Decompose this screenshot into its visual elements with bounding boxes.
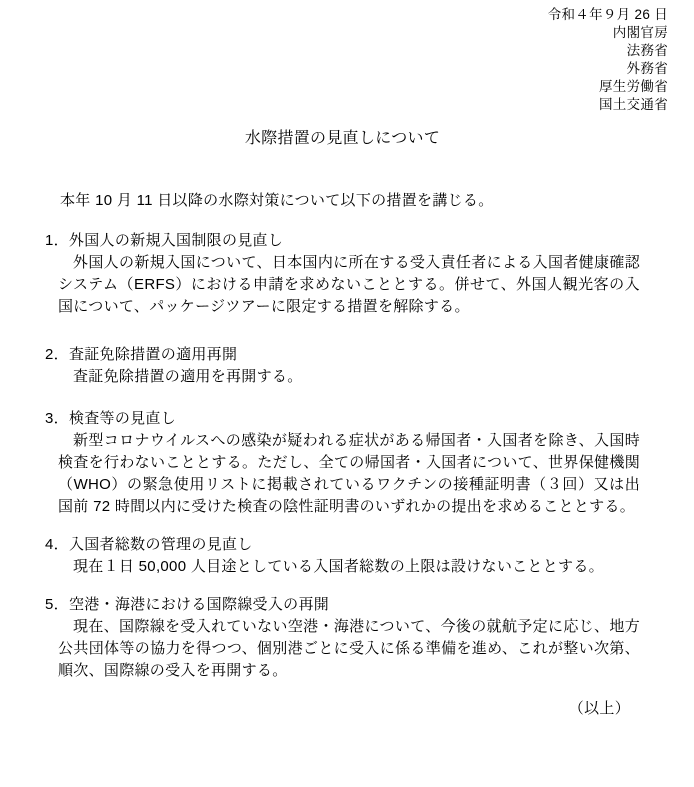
issuing-org-ministry-of-foreign-affairs: 外務省 <box>626 61 668 76</box>
issuing-org-ministry-of-health: 厚生労働省 <box>599 79 668 94</box>
section-2-body: 査証免除措置の適用を再開する。 <box>73 368 303 385</box>
section-2 <box>45 344 640 388</box>
section-4-heading: 4．入国者総数の管理の見直し <box>45 536 253 553</box>
section-3-heading: 3．検査等の見直し <box>45 410 177 427</box>
section-4-body: 現在１日 50,000 人目途としている入国者総数の上限は設けないこととする。 <box>73 558 604 575</box>
issue-date: 令和４年９月 26 日 <box>547 7 668 22</box>
section-5 <box>45 594 640 682</box>
section-1-body: 外国人の新規入国について、日本国内に所在する受入責任者による入国者健康確認システム（ERFS）における申請を求めないこととする。併せて、外国人観光客の入国について、パッケージツアーに限定する措置を解除する。 <box>58 254 640 315</box>
issuing-org-cabinet-secretariat: 内閣官房 <box>612 25 668 40</box>
section-5-heading: 5．空港・海港における国際線受入の再開 <box>45 596 330 613</box>
issuing-org-ministry-of-land: 国土交通省 <box>599 97 668 112</box>
document-header <box>45 6 668 114</box>
section-2-heading: 2．査証免除措置の適用再開 <box>45 346 238 363</box>
section-1 <box>45 230 640 318</box>
document-title: 水際措置の見直しについて <box>244 130 441 147</box>
section-5-body: 現在、国際線を受入れていない空港・海港について、今後の就航予定に応じ、地方公共団体等の協力を得つつ、個別港ごとに受入に係る準備を進め、これが整い次第、順次、国際線の受入を再開する。 <box>58 618 640 679</box>
section-1-heading: 1．外国人の新規入国制限の見直し <box>45 232 284 249</box>
section-3-body: 新型コロナウイルスへの感染が疑われる症状がある帰国者・入国者を除き、入国時検査を行わないこととする。ただし、全ての帰国者・入国者について、世界保健機関（WHO）の緊急使用リストに掲載されているワクチンの接種証明書（３回）又は出国前 72 時間以内に受けた検査の陰性証明書のいずれかの提出を求めることとする。 <box>58 432 640 515</box>
issuing-org-ministry-of-justice: 法務省 <box>626 43 668 58</box>
closing-remark: （以上） <box>568 700 630 717</box>
intro-paragraph: 本年 10 月 11 日以降の水際対策について以下の措置を講じる。 <box>60 192 494 209</box>
section-4 <box>45 534 640 578</box>
section-3 <box>45 408 640 518</box>
